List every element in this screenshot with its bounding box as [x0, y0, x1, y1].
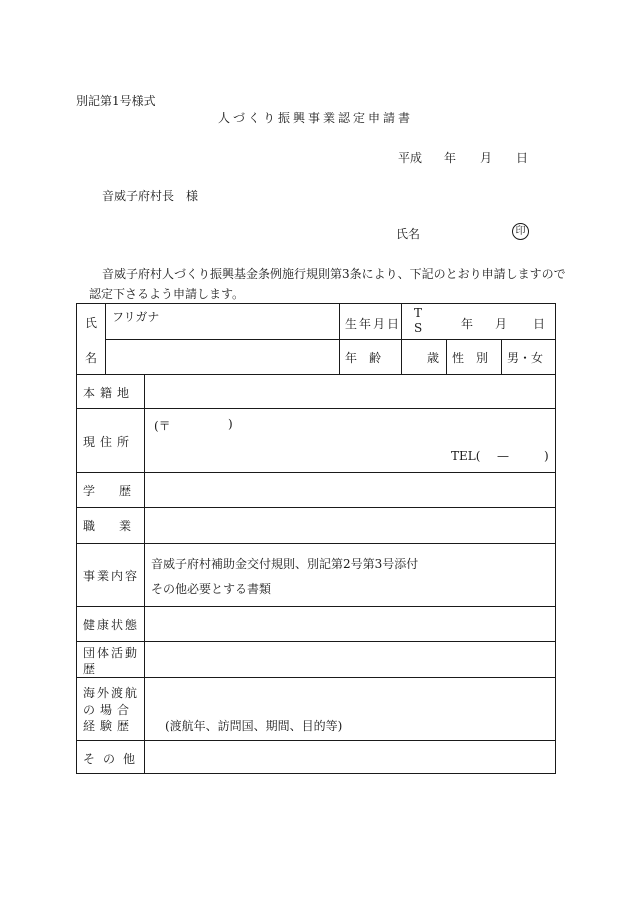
- row-divider: [77, 543, 555, 544]
- other-label: その他: [83, 752, 144, 766]
- col-divider: [501, 339, 502, 374]
- name-label-top: 氏: [85, 316, 98, 330]
- row-divider: [77, 408, 555, 409]
- application-table: [76, 303, 556, 774]
- form-number: 別記第1号様式: [76, 94, 156, 108]
- project-line-2: その他必要とする書類: [151, 582, 272, 596]
- project-label: 事業内容: [83, 569, 140, 583]
- body-text-line-1: 音威子府村人づくり振興基金条例施行規則第3条により、下記のとおり申請しますので: [102, 267, 566, 281]
- col-divider: [339, 304, 340, 374]
- date-line: [398, 149, 529, 166]
- row-divider: [77, 677, 555, 678]
- col-divider: [144, 374, 145, 774]
- name-label-bottom: 名: [85, 351, 98, 365]
- overseas-label-3: 経験歴: [83, 719, 135, 733]
- addressee: 音威子府村長 様: [102, 189, 199, 203]
- furigana-field[interactable]: [106, 322, 338, 338]
- applicant-name-label: 氏名: [396, 227, 421, 241]
- postal-close: ): [228, 417, 233, 431]
- overseas-label-2: の場合: [83, 703, 135, 717]
- occupation-field[interactable]: [145, 508, 555, 542]
- group-activity-field[interactable]: [145, 642, 555, 676]
- birth-month-label: 月: [495, 317, 508, 331]
- gender-label: 性 別: [452, 351, 489, 365]
- project-line-1: 音威子府村補助金交付規則、別記第2号第3号添付: [151, 557, 419, 571]
- date-month: 月: [480, 151, 493, 165]
- birth-day-label: 日: [533, 317, 546, 331]
- col-divider: [446, 339, 447, 374]
- date-year: 年: [444, 151, 457, 165]
- col-divider: [401, 304, 402, 374]
- other-field[interactable]: [145, 741, 555, 773]
- honseki-label: 本籍地: [83, 386, 135, 400]
- education-field[interactable]: [145, 473, 555, 506]
- birth-era-t: T: [414, 306, 423, 320]
- gender-value[interactable]: 男・女: [507, 351, 544, 365]
- education-label: 学 歴: [83, 484, 132, 498]
- body-text-line-2: 認定下さるよう申請します。: [89, 287, 245, 301]
- health-field[interactable]: [145, 607, 555, 640]
- date-era: 平成: [398, 151, 423, 165]
- date-day: 日: [516, 151, 529, 165]
- birth-year-label: 年: [461, 317, 474, 331]
- overseas-note: (渡航年、訪問国、期間、目的等): [165, 719, 343, 733]
- age-unit: 歳: [427, 351, 440, 365]
- tel-close: ): [544, 449, 549, 463]
- tel-dash: —: [497, 449, 509, 463]
- birth-date-label: 生年月日: [345, 317, 402, 331]
- group-activity-label-2: 歴: [83, 662, 96, 676]
- group-activity-label: 団体活動: [83, 646, 140, 660]
- overseas-label-1: 海外渡航: [83, 686, 140, 700]
- address-label: 現住所: [83, 435, 135, 449]
- age-label: 年 齢: [345, 351, 382, 365]
- document-title: 人づくり振興事業認定申請書: [218, 111, 414, 125]
- honseki-field[interactable]: [145, 375, 555, 407]
- tel-label: TEL(: [451, 449, 481, 463]
- health-label: 健康状態: [83, 618, 140, 632]
- furigana-label: フリガナ: [112, 310, 160, 324]
- postal-open: (〒: [154, 419, 171, 433]
- occupation-label: 職 業: [83, 519, 132, 533]
- name-field[interactable]: [106, 340, 338, 373]
- seal-icon: 印: [512, 223, 529, 240]
- birth-era-s: S: [414, 321, 423, 335]
